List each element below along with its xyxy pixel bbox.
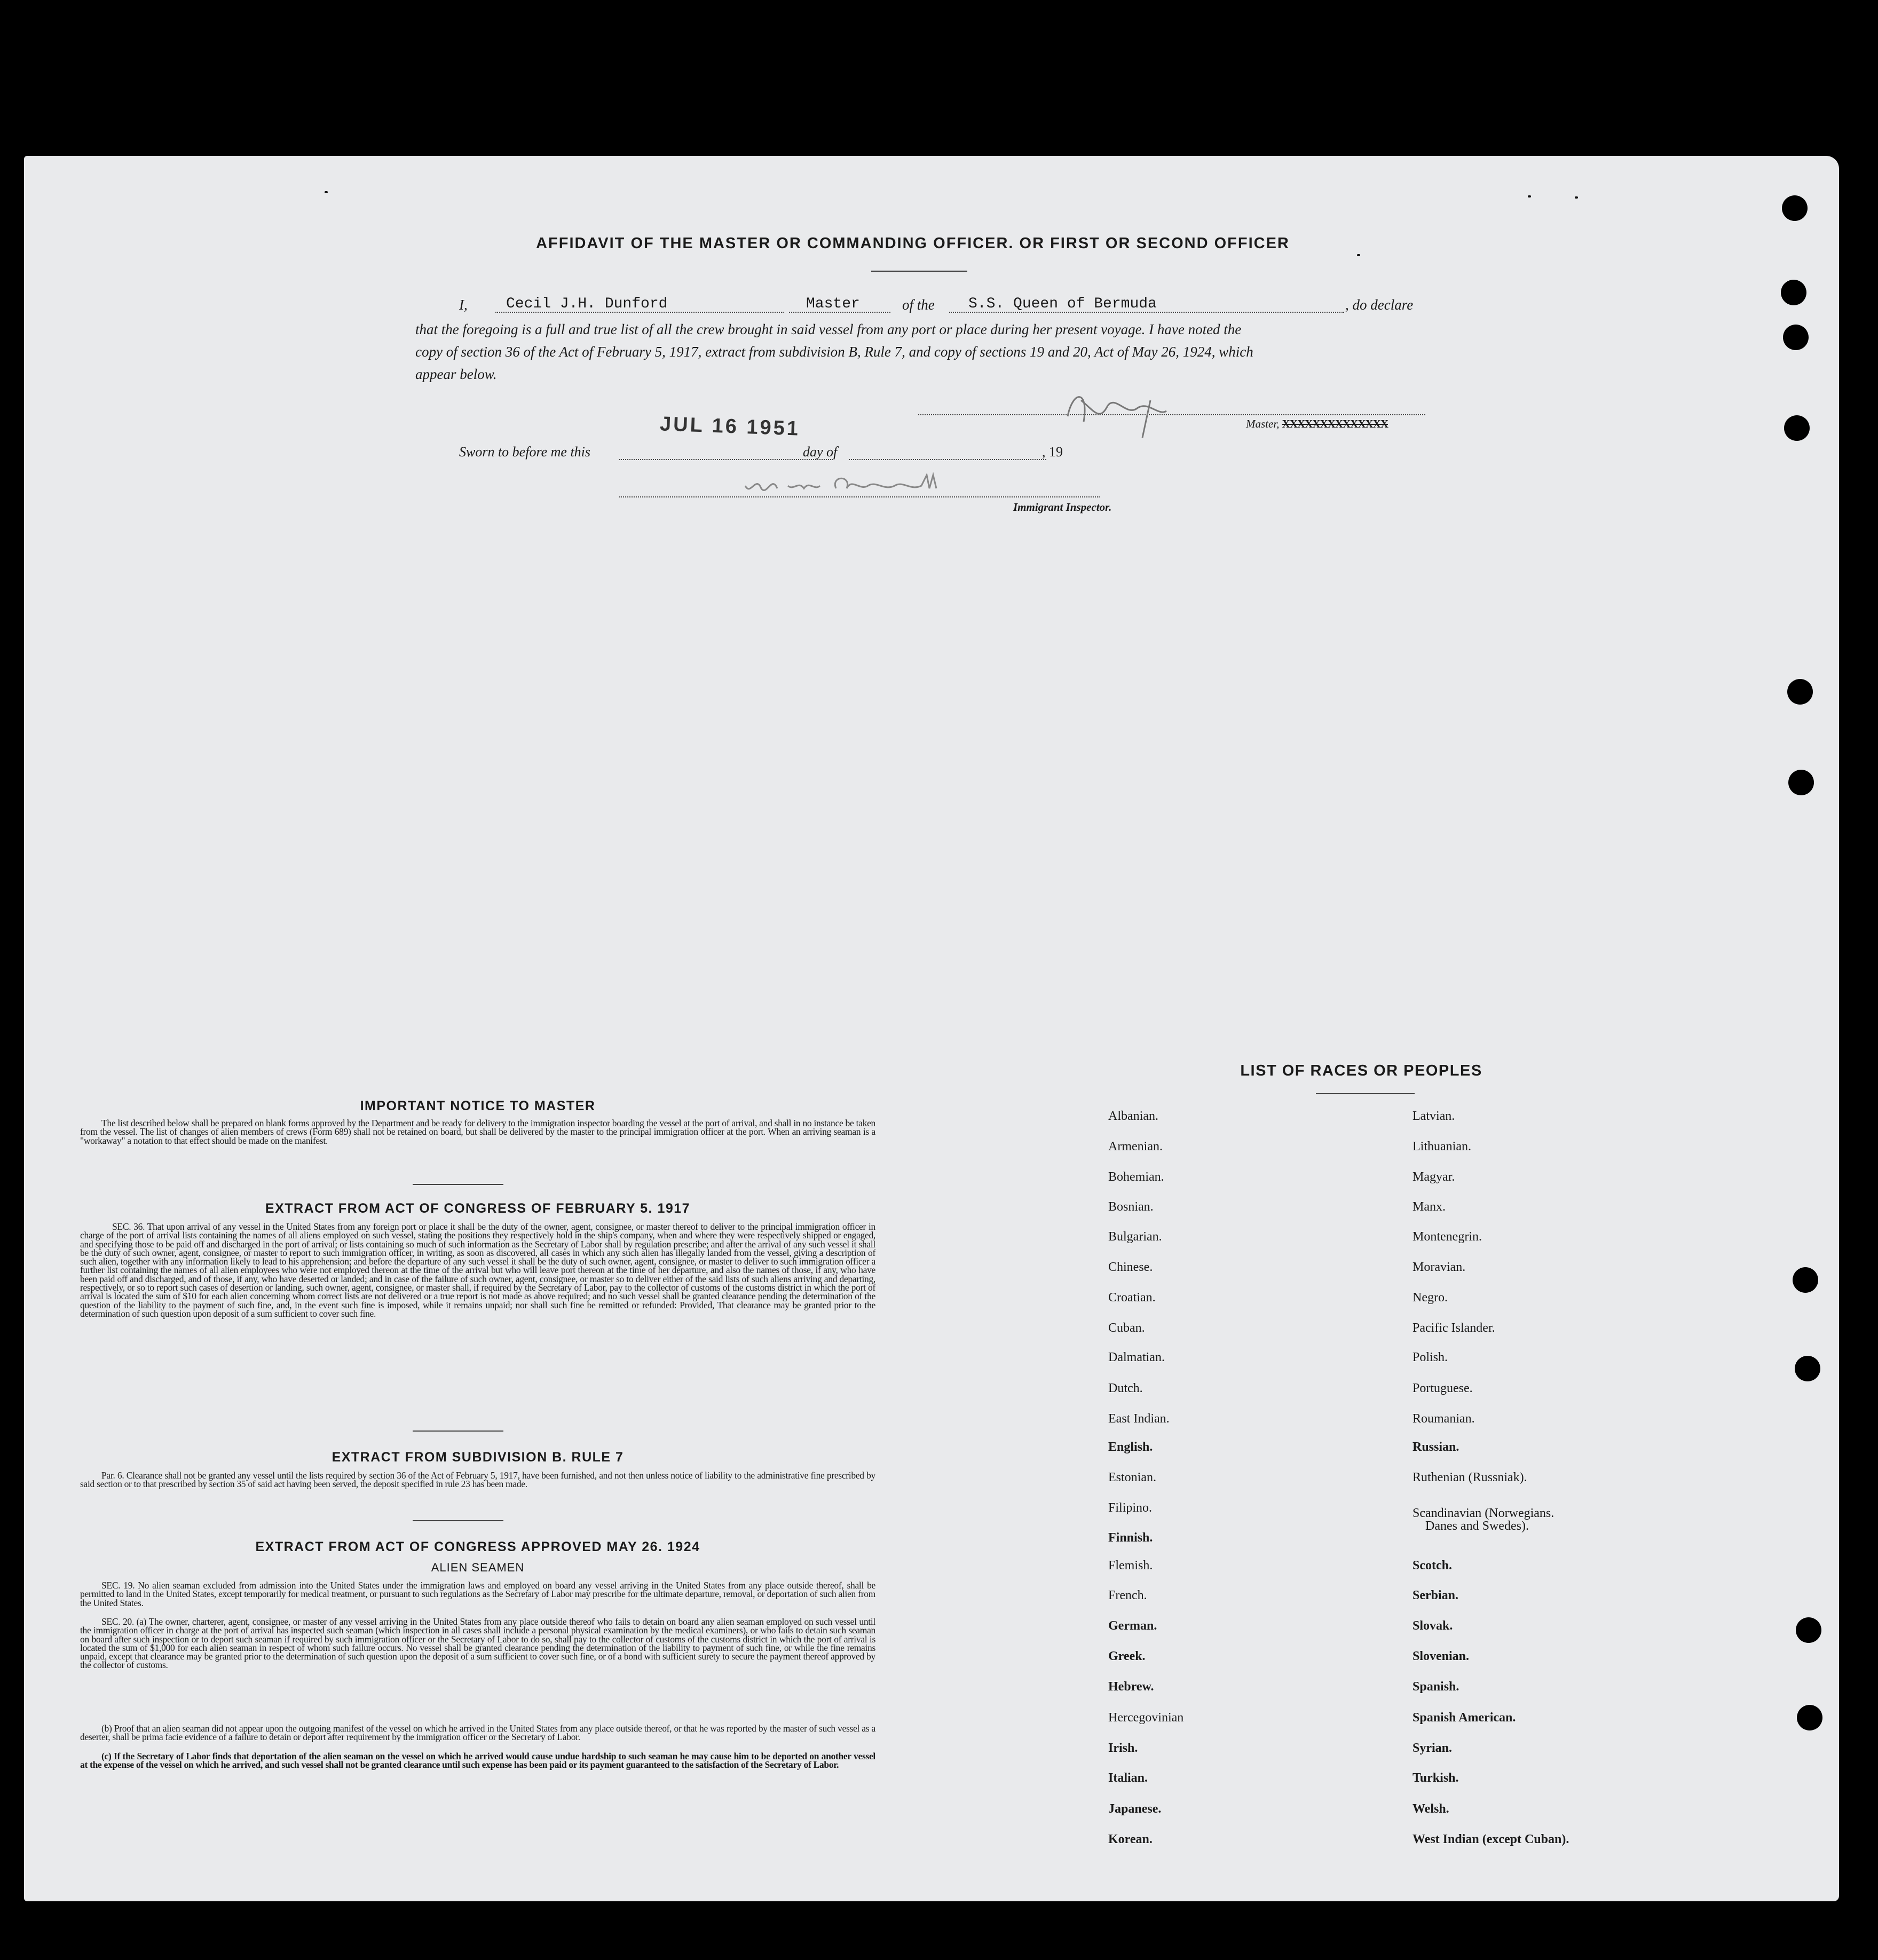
race-item: Syrian. [1413, 1741, 1453, 1755]
sworn-dotted-line [619, 459, 833, 460]
speck [325, 191, 328, 193]
inspector-label: Immigrant Inspector. [1013, 501, 1112, 513]
race-item: Russian. [1413, 1440, 1459, 1454]
race-item: Greek. [1108, 1649, 1146, 1663]
race-item: Italian. [1108, 1771, 1148, 1785]
speck [1575, 196, 1578, 199]
year-label: , 19 [1042, 444, 1063, 460]
race-item: West Indian (except Cuban). [1413, 1832, 1569, 1846]
race-item: Dutch. [1108, 1381, 1143, 1395]
affidavit-prefix: I, [459, 297, 468, 313]
sworn-label: Sworn to before me this [459, 444, 591, 460]
act-1917-body: SEC. 36. That upon arrival of any vessel in the United States from any foreign port or place it shall be the duty of the owner, agent, consignee, or master thereof to deliver to the principal immigration officer in charge of the port of arrival lists containing the names of all aliens employed on such vessel, stating the positions they respectively hold in the ship's company, when and where they were respectively shipped or engaged, and specifying those to be paid off and discharged in the port of arrival; or lists containing so much of such information as the Secretary of Labor shall by regulation prescribe; and after the arrival of any such vessel it shall be the duty of such owner, agent, consignee, or master to report to such immigration officer, in writing, as soon as discovered, all cases in which any such alien has illegally landed from the vessel, giving a description of such alien, together with any information likely to lead to his apprehension; and before the departure of any such vessel it shall be the duty of such owner, agent, consignee, or master to deliver to such immigration officer a further list containing the names of all alien employees who were not employed thereon at the time of the arrival but who will leave port thereon at the time of her departure, and also the names of those, if any, who have been paid off and discharged, and of those, if any, who have deserted or landed; and in case of the failure of such owner, agent, consignee, or master so to deliver either of the said lists of such aliens arriving and departing, respectively, or so to report such cases of desertion or landing, such owner, agent, consignee, or master shall, if required by the Secretary of Labor, pay to the collector of customs of the customs district in which the port of arrival is located the sum of $10 for each alien concerning whom correct lists are not delivered or a true report is not made as above required; and no such vessel shall be granted clearance pending the determination of the question of the liability to the payment of such fine, and, in the event such fine is imposed, while it remains unpaid; nor shall such fine be remitted or refunded: Provided, That clearance may be granted prior to the determination of such question upon deposit of a sum sufficient to cover such fine. [80, 1222, 875, 1319]
race-item: Scandinavian (Norwegians. [1413, 1506, 1555, 1520]
punch-hole [1795, 1356, 1820, 1381]
month-dotted-line [849, 459, 1046, 460]
race-item: Japanese. [1108, 1802, 1162, 1816]
declare-label: , do declare [1345, 297, 1414, 313]
date-stamp: JUL 16 1951 [659, 413, 801, 440]
punch-hole [1782, 195, 1808, 221]
races-title-rule [1316, 1093, 1415, 1094]
race-item: Cuban. [1108, 1321, 1145, 1335]
act-1924-sec19: SEC. 19. No alien seaman excluded from admission into the United States under the immigration laws and employed on board any vessel arriving in the United States from any place outside thereof, shall be permitted to land in the United States, except temporarily for medical treatment, or pursuant to such regulations as the Secretary of Labor may prescribe for the ultimate departure, removal, or deportation of such alien from the United States. [80, 1581, 875, 1608]
race-item: Flemish. [1108, 1559, 1153, 1572]
race-item: Hebrew. [1108, 1680, 1154, 1694]
title-rule [871, 271, 967, 272]
race-item: Spanish. [1413, 1680, 1459, 1694]
of-the-label: of the [902, 297, 935, 313]
race-item: East Indian. [1108, 1412, 1170, 1426]
races-title: LIST OF RACES OR PEOPLES [1240, 1062, 1482, 1079]
race-item: Finnish. [1108, 1531, 1153, 1545]
struck-title: XXXXXXXXXXXXXX [1282, 417, 1388, 430]
master-name: Cecil J.H. Dunford [506, 296, 668, 312]
race-item: Latvian. [1413, 1109, 1455, 1123]
affidavit-line-4: appear below. [415, 366, 497, 382]
race-item: Filipino. [1108, 1501, 1153, 1515]
race-item: Turkish. [1413, 1771, 1459, 1785]
race-item: Lithuanian. [1413, 1140, 1471, 1153]
punch-hole [1797, 1705, 1822, 1730]
race-item: Danes and Swedes). [1425, 1519, 1529, 1533]
race-item: Bohemian. [1108, 1170, 1164, 1184]
notice-title: IMPORTANT NOTICE TO MASTER [360, 1098, 596, 1113]
act-1924-sec20b: (b) Proof that an alien seaman did not appear upon the outgoing manifest of the vessel on which he arrived in the United States from any place outside thereof, or that he was reported by the master of such vessel as a deserter, shall be prima facie evidence of a failure to detain or deport after requirement by the immigration officer or the Secretary of Labor. [80, 1724, 875, 1743]
section-rule [413, 1184, 503, 1185]
affidavit-line-2: that the foregoing is a full and true list of all the crew brought in said vessel from any port or place during her present voyage. I have noted the [415, 321, 1242, 337]
inspector-dotted-line [619, 496, 1100, 497]
speck [1357, 254, 1360, 256]
race-item: Slovenian. [1413, 1649, 1470, 1663]
race-item: Magyar. [1413, 1170, 1455, 1184]
punch-hole [1788, 770, 1814, 795]
day-of-label: day of [803, 444, 838, 460]
race-item: Manx. [1413, 1200, 1446, 1214]
race-item: Spanish American. [1413, 1711, 1516, 1725]
race-item: Polish. [1413, 1350, 1448, 1364]
race-item: Welsh. [1413, 1802, 1449, 1816]
race-item: Ruthenian (Russniak). [1413, 1471, 1527, 1484]
vessel-dotted-line [949, 312, 1344, 313]
master-title-label: Master, XXXXXXXXXXXXXX [1246, 417, 1388, 430]
race-item: English. [1108, 1440, 1153, 1454]
name-dotted-line [495, 312, 784, 313]
race-item: Bulgarian. [1108, 1230, 1162, 1244]
race-item: German. [1108, 1619, 1157, 1633]
punch-hole [1793, 1267, 1818, 1293]
notice-body: The list described below shall be prepared on blank forms approved by the Department and be ready for delivery to the immigration inspector boarding the vessel at the port of arrival, and shall in no instance be taken from the vessel. The list of changes of alien members of crews (Form 689) shall not be retained on board, but shall be delivered by the master to the principal immigration officer at the port. When an arriving seaman is a "workaway" a notation to that effect should be made on the manifest. [80, 1119, 875, 1146]
affidavit-line-1 [415, 297, 1425, 315]
act-1917-title: EXTRACT FROM ACT OF CONGRESS OF FEBRUARY 5. 1917 [265, 1201, 691, 1216]
race-item: Moravian. [1413, 1260, 1466, 1274]
rank-dotted-line [789, 312, 890, 313]
punch-hole [1783, 325, 1809, 350]
race-item: Montenegrin. [1413, 1230, 1482, 1244]
act-1924-sec20c: (c) If the Secretary of Labor finds that deportation of the alien seaman on the vessel on which he arrived would cause undue hardship to such seaman he may cause him to be deported on another vessel at the expense of the vessel on which he arrived, and such vessel shall not be granted clearance until such expense has been paid or its payment guaranteed to the satisfaction of the Secretary of Labor. [80, 1752, 875, 1771]
race-item: Roumanian. [1413, 1412, 1475, 1426]
master-rank: Master [806, 296, 860, 312]
race-item: Dalmatian. [1108, 1350, 1165, 1364]
punch-hole [1796, 1617, 1821, 1643]
punch-hole [1784, 415, 1810, 441]
race-item: Hercegovinian [1108, 1711, 1184, 1725]
race-item: Armenian. [1108, 1140, 1163, 1153]
affidavit-line-3: copy of section 36 of the Act of February 5, 1917, extract from subdivision B, Rule 7, and copy of sections 19 and 20, Act of May 26, 1924, which [415, 344, 1253, 360]
rule-7-title: EXTRACT FROM SUBDIVISION B. RULE 7 [332, 1450, 624, 1465]
punch-hole [1781, 280, 1806, 305]
race-item: Croatian. [1108, 1291, 1156, 1305]
race-item: Estonian. [1108, 1471, 1156, 1484]
act-1924-subtitle: ALIEN SEAMEN [431, 1561, 525, 1574]
race-item: Serbian. [1413, 1588, 1459, 1602]
section-rule [413, 1431, 503, 1432]
act-1924-title: EXTRACT FROM ACT OF CONGRESS APPROVED MAY 26. 1924 [255, 1539, 700, 1554]
race-item: Pacific Islander. [1413, 1321, 1495, 1335]
vessel-name: S.S. Queen of Bermuda [968, 296, 1157, 312]
race-item: French. [1108, 1588, 1147, 1602]
race-item: Chinese. [1108, 1260, 1153, 1274]
race-item: Irish. [1108, 1741, 1138, 1755]
race-item: Negro. [1413, 1291, 1448, 1305]
section-rule [413, 1520, 503, 1521]
race-item: Albanian. [1108, 1109, 1158, 1123]
race-item: Slovak. [1413, 1619, 1453, 1633]
affidavit-title: AFFIDAVIT OF THE MASTER OR COMMANDING OFFICER. OR FIRST OR SECOND OFFICER [536, 235, 1290, 252]
race-item: Bosnian. [1108, 1200, 1154, 1214]
act-1924-sec20a: SEC. 20. (a) The owner, charterer, agent, consignee, or master of any vessel arriving in the United States from any place outside thereof who fails to detain on board any alien seaman employed on such vessel until the immigration officer in charge at the port of arrival has inspected such seaman (which inspection in all cases shall include a personal physical examination by the medical examiners), or who fails to detain such seaman on board after such inspection or to deport such seaman if required by such immigration officer or the Secretary of Labor to do so, shall pay to the collector of customs of the customs district in which the port of arrival is located the sum of $1,000 for each alien seaman in respect of whom such failure occurs. No vessel shall be granted clearance pending the determination of the liability to payment of such fine, or while the fine remains unpaid, except that clearance may be granted prior to the determination of such question upon the deposit of a sum sufficient to cover such fine, or of a bond with sufficient surety to secure the payment thereof approved by the collector of customs. [80, 1617, 875, 1671]
race-item: Korean. [1108, 1832, 1153, 1846]
speck [1528, 195, 1531, 197]
rule-7-body: Par. 6. Clearance shall not be granted any vessel until the lists required by section 36 of the Act of February 5, 1917, have been furnished, and not then unless notice of liability to the administrative fine prescribed by said section or to that prescribed by section 35 of said act having been served, the deposit specified in rule 23 has been made. [80, 1471, 875, 1490]
master-signature [1057, 379, 1196, 454]
punch-hole [1787, 679, 1813, 705]
race-item: Portuguese. [1413, 1381, 1473, 1395]
race-item: Scotch. [1413, 1559, 1452, 1572]
